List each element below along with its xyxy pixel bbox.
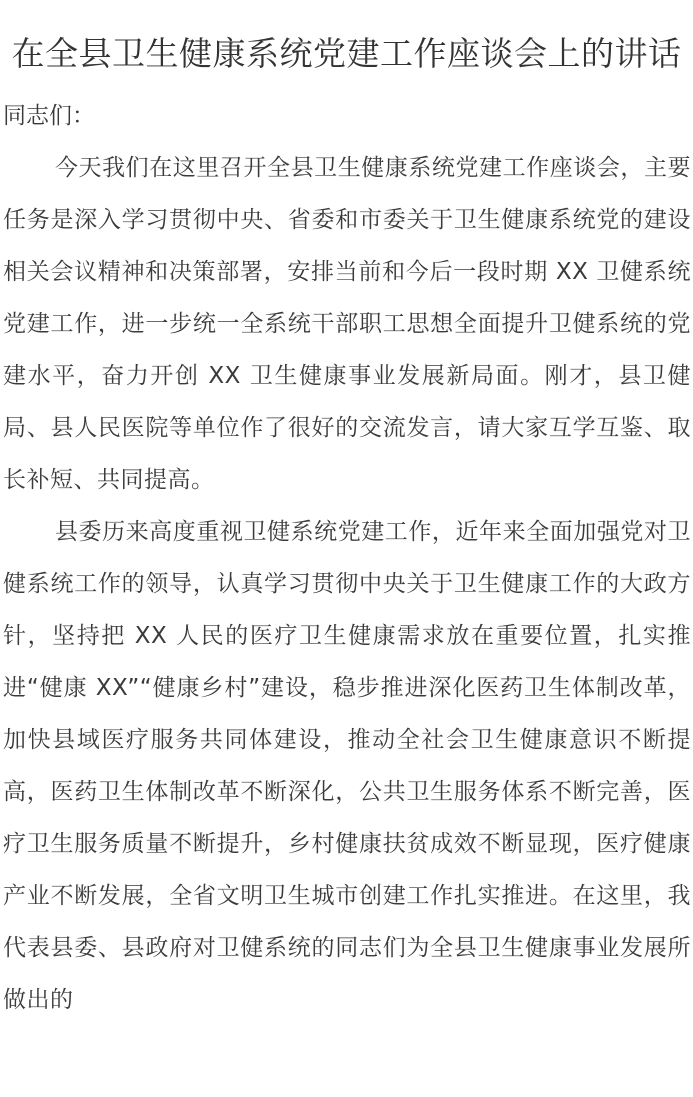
- paragraph-opening: 今天我们在这里召开全县卫生健康系统党建工作座谈会，主要任务是深入学习贯彻中央、省委和市委关于卫生健康系统党的建设相关会议精神和决策部署，安排当前和今后一段时期 XX 卫健系统党建工作，进一步统一全系统干部职工思想全面提升卫健系统的党建水平，奋力开创 XX 卫生健康事业发展新局面。刚才，县卫健局、县人民医院等单位作了很好的交流发言，请大家互学互鉴、取长补短、共同提高。: [3, 155, 691, 493]
- document-title: 在全县卫生健康系统党建工作座谈会上的讲话: [11, 34, 682, 73]
- salutation: 同志们：: [3, 103, 95, 129]
- paragraph-party-building: 县委历来高度重视卫健系统党建工作，近年来全面加强党对卫健系统工作的领导，认真学习贯彻中央关于卫生健康工作的大政方针，坚持把 XX 人民的医疗卫生健康需求放在重要位置，扎实推进“健康 XX”“健康乡村”建设，稳步推进深化医药卫生体制改革，加快县域医疗服务共同体建设，推动全社会卫生健康意识不断提高，医药卫生体制改革不断深化，公共卫生服务体系不断完善，医疗卫生服务质量不断提升，乡村健康扶贫成效不断显现，医疗健康产业不断发展，全省文明卫生城市创建工作扎实推进。在这里，我代表县委、县政府对卫健系统的同志们为全县卫生健康事业发展所做出的: [3, 519, 691, 1013]
